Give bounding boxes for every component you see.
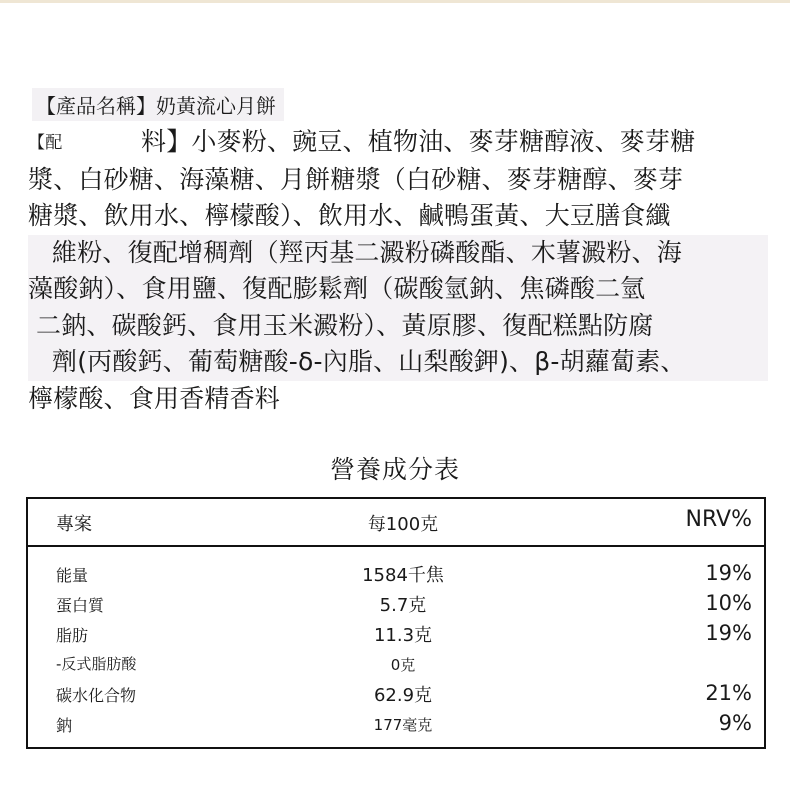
ingredients-line: 劑(丙酸鈣、葡萄糖酸-δ-內脂、山梨酸鉀)、β-胡蘿蔔素、 bbox=[28, 344, 768, 381]
row-value: 11.3克 bbox=[373, 625, 433, 646]
product-name-label: 【產品名稱】奶黃流心月餅 bbox=[32, 88, 284, 121]
ingredients-line: 二鈉、碳酸鈣、食用玉米澱粉）、黃原膠、復配糕點防腐 bbox=[28, 308, 768, 345]
ingredients-line: 糖漿、飲用水、檸檬酸）、飲用水、鹹鴨蛋黃、大豆膳食纖 bbox=[28, 201, 671, 230]
table-row bbox=[28, 648, 764, 678]
row-item: 蛋白質 bbox=[56, 596, 105, 615]
header-nrv: NRV% bbox=[685, 507, 752, 532]
row-nrv: 19% bbox=[705, 621, 752, 645]
table-row bbox=[28, 678, 764, 708]
row-nrv: 19% bbox=[705, 561, 752, 585]
row-value: 1584千焦 bbox=[362, 565, 444, 586]
row-value: 62.9克 bbox=[373, 685, 433, 706]
row-nrv: 9% bbox=[718, 711, 752, 735]
nutrition-table-header bbox=[28, 499, 764, 547]
header-per100: 每100克 bbox=[367, 514, 439, 535]
ingredients-prefix: 【配 bbox=[28, 133, 63, 153]
header-item: 專案 bbox=[56, 514, 92, 535]
row-item: 能量 bbox=[56, 566, 89, 585]
ingredients-line: 檸檬酸、食用香精香料 bbox=[28, 383, 281, 413]
table-row bbox=[28, 588, 764, 618]
row-value: 177毫克 bbox=[373, 716, 433, 734]
row-item: -反式脂肪酸 bbox=[56, 655, 137, 673]
ingredients-line: 維粉、復配增稠劑（羥丙基二澱粉磷酸酯、木薯澱粉、海 bbox=[28, 235, 768, 272]
row-nrv: 10% bbox=[705, 591, 752, 615]
top-border-line bbox=[0, 0, 790, 3]
ingredients-line: 藻酸鈉）、食用鹽、復配膨鬆劑（碳酸氫鈉、焦磷酸二氫 bbox=[28, 271, 768, 308]
ingredients-block bbox=[28, 124, 768, 417]
ingredients-text: 料】小麥粉、豌豆、植物油、麥芽糖醇液、麥芽糖 bbox=[141, 127, 696, 156]
row-value: 0克 bbox=[390, 656, 416, 674]
row-item: 鈉 bbox=[56, 716, 73, 735]
table-row bbox=[28, 708, 764, 738]
row-item: 脂肪 bbox=[56, 626, 89, 645]
table-row bbox=[28, 558, 764, 588]
row-nrv: 21% bbox=[705, 681, 752, 705]
nutrition-title: 營養成分表 bbox=[329, 455, 460, 484]
ingredients-line: 漿、白砂糖、海藻糖、月餅糖漿（白砂糖、麥芽糖醇、麥芽 bbox=[28, 164, 684, 194]
row-item: 碳水化合物 bbox=[56, 686, 137, 705]
table-row bbox=[28, 618, 764, 648]
nutrition-table bbox=[26, 497, 766, 749]
ingredients-line bbox=[28, 124, 768, 162]
row-value: 5.7克 bbox=[379, 595, 427, 616]
